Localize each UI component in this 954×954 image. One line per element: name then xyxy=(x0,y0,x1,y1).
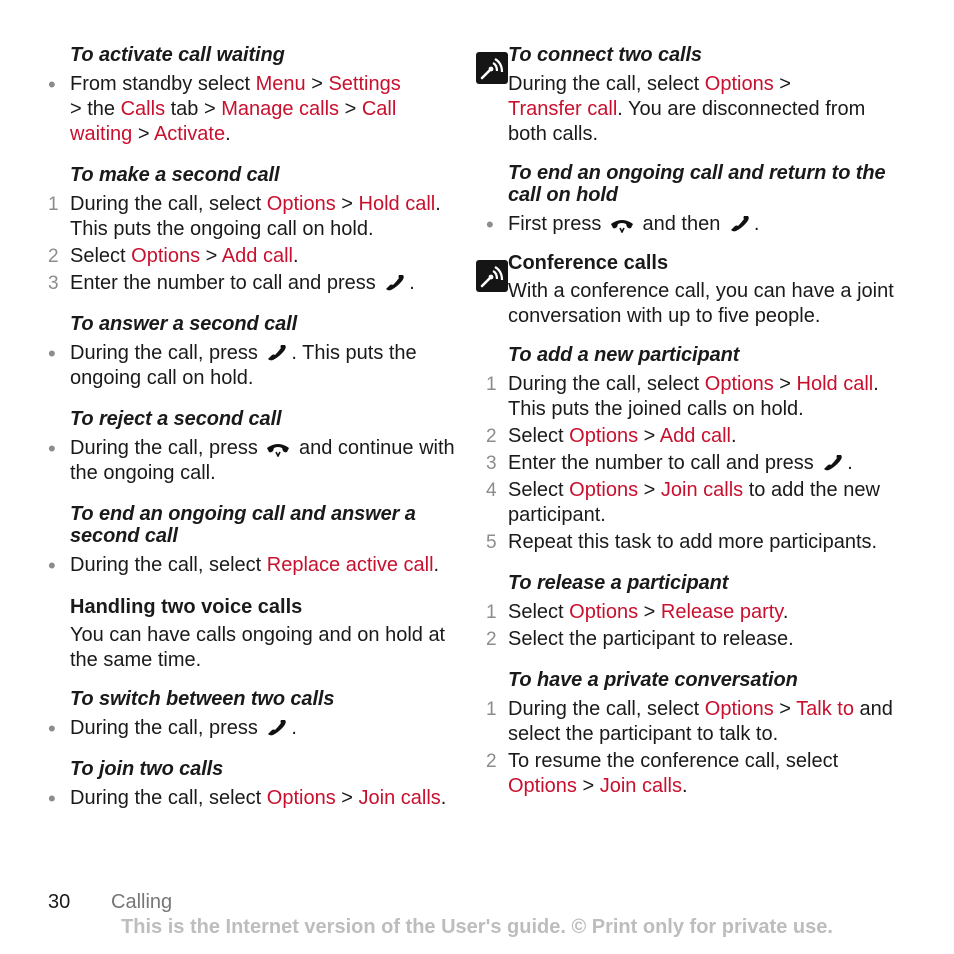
heading-make-second-call: To make a second call xyxy=(70,164,280,186)
heading-switch-calls: To switch between two calls xyxy=(70,688,335,710)
options-link[interactable]: Options xyxy=(131,245,201,267)
options-link[interactable]: Options xyxy=(569,425,639,447)
heading-join-calls: To join two calls xyxy=(70,758,224,780)
options-link[interactable]: Options xyxy=(704,373,774,395)
bullet-marker: • xyxy=(48,72,56,97)
step-number: 2 xyxy=(486,629,497,650)
heading-end-and-return: To end an ongoing call and return to the call on hold xyxy=(508,162,886,206)
step-number: 1 xyxy=(486,374,497,395)
bullet-marker: • xyxy=(48,786,56,811)
options-link[interactable]: Options xyxy=(569,479,639,501)
step-number: 1 xyxy=(486,602,497,623)
hold-call-link[interactable]: Hold call xyxy=(358,193,436,215)
list-item: 4 Select Options > Join calls to add the new participant. xyxy=(486,479,880,526)
section-title-two-voice-calls: Handling two voice calls xyxy=(70,596,303,618)
manage-calls-link[interactable]: Manage calls xyxy=(221,98,340,120)
replace-active-call-link[interactable]: Replace active call xyxy=(266,554,434,576)
list-item: • During the call, press and continue with the ongoing call. xyxy=(48,436,455,484)
step-number: 4 xyxy=(486,480,497,501)
heading-connect-two-calls: To connect two calls xyxy=(508,44,702,66)
call-key-icon xyxy=(821,452,845,472)
options-link[interactable]: Options xyxy=(704,73,774,95)
list-item: • From standby select Menu > Settings > the Calls tab > Manage calls > Call waiting > Activate. xyxy=(48,72,401,145)
calls-link[interactable]: Calls xyxy=(120,98,166,120)
call-waiting-link[interactable]: Call waiting xyxy=(70,98,397,145)
join-calls-link[interactable]: Join calls xyxy=(358,787,441,809)
call-key-icon xyxy=(728,213,752,233)
join-calls-link[interactable]: Join calls xyxy=(599,775,682,797)
options-link[interactable]: Options xyxy=(704,698,774,720)
talk-to-link[interactable]: Talk to xyxy=(796,698,854,720)
call-key-icon xyxy=(265,717,289,737)
chapter-title: Calling xyxy=(111,891,173,913)
copyright-notice: This is the Internet version of the User's guide. © Print only for private use. xyxy=(121,916,833,938)
end-call-key-icon xyxy=(609,215,635,233)
section-title-conference-calls: Conference calls xyxy=(508,252,669,274)
options-link[interactable]: Options xyxy=(266,787,336,809)
options-link[interactable]: Options xyxy=(266,193,336,215)
heading-add-participant: To add a new participant xyxy=(508,344,740,366)
page-number: 30 xyxy=(48,891,71,913)
join-calls-link[interactable]: Join calls xyxy=(660,479,744,501)
step-number: 5 xyxy=(486,532,497,553)
list-item: 1 During the call, select Options > Talk to and select the participant to talk to. xyxy=(486,698,893,745)
list-item: 2 Select Options > Add call. xyxy=(486,425,737,447)
heading-reject-second-call: To reject a second call xyxy=(70,408,282,430)
section-text: With a conference call, you can have a joint conversation with up to five people. xyxy=(508,280,894,327)
step-number: 3 xyxy=(486,453,497,474)
heading-answer-second-call: To answer a second call xyxy=(70,313,298,335)
bullet-marker: • xyxy=(48,341,56,366)
transfer-call-link[interactable]: Transfer call xyxy=(508,98,618,120)
options-link[interactable]: Options xyxy=(569,601,639,623)
list-item: • During the call, press . xyxy=(48,716,297,741)
release-party-link[interactable]: Release party xyxy=(660,601,783,623)
list-item: • First press and then . xyxy=(486,212,760,237)
list-item: 1 During the call, select Options > Hold call. This puts the joined calls on hold. xyxy=(486,373,879,420)
bullet-marker: • xyxy=(48,436,56,461)
call-key-icon xyxy=(265,342,289,362)
bullet-marker: • xyxy=(48,553,56,578)
bullet-marker: • xyxy=(486,212,494,237)
bullet-marker: • xyxy=(48,716,56,741)
list-item: 2 Select Options > Add call. xyxy=(48,245,299,267)
right-column xyxy=(486,44,906,801)
activate-link[interactable]: Activate xyxy=(153,123,226,145)
list-item: 1 During the call, select Options > Hold call. This puts the ongoing call on hold. xyxy=(48,193,441,240)
step-number: 3 xyxy=(48,273,59,294)
list-item: 3 Enter the number to call and press . xyxy=(48,272,415,294)
options-link[interactable]: Options xyxy=(508,775,577,797)
list-item: 1 Select Options > Release party. xyxy=(486,601,789,623)
list-item: • During the call, press . This puts the ongoing call on hold. xyxy=(48,341,417,389)
add-call-link[interactable]: Add call xyxy=(659,425,731,447)
step-number: 2 xyxy=(48,246,59,267)
list-item: 5 Repeat this task to add more participants. xyxy=(486,531,878,553)
connect-text: During the call, select Options > Transfer call. You are disconnected from both calls. xyxy=(508,73,866,145)
list-item: 3 Enter the number to call and press . xyxy=(486,452,853,474)
call-key-icon xyxy=(383,272,407,292)
list-item: 2 Select the participant to release. xyxy=(486,628,794,650)
heading-activate-call-waiting: To activate call waiting xyxy=(70,44,285,66)
menu-link[interactable]: Menu xyxy=(255,73,306,95)
list-item: • During the call, select Replace active call. xyxy=(48,553,440,578)
step-number: 1 xyxy=(48,194,59,215)
add-call-link[interactable]: Add call xyxy=(221,245,293,267)
list-item: • During the call, select Options > Join calls. xyxy=(48,786,447,811)
step-number: 2 xyxy=(486,426,497,447)
heading-release-participant: To release a participant xyxy=(508,572,729,594)
settings-link[interactable]: Settings xyxy=(328,73,401,95)
end-call-key-icon xyxy=(265,439,291,457)
section-text: You can have calls ongoing and on hold at the same time. xyxy=(70,624,446,671)
step-number: 1 xyxy=(486,699,497,720)
left-column xyxy=(48,44,458,813)
heading-private-conversation: To have a private conversation xyxy=(508,669,798,691)
heading-end-and-answer: To end an ongoing call and answer a second call xyxy=(70,503,416,547)
list-item: 2 To resume the conference call, select Options > Join calls. xyxy=(486,750,839,797)
step-number: 2 xyxy=(486,751,497,772)
hold-call-link[interactable]: Hold call xyxy=(796,373,874,395)
